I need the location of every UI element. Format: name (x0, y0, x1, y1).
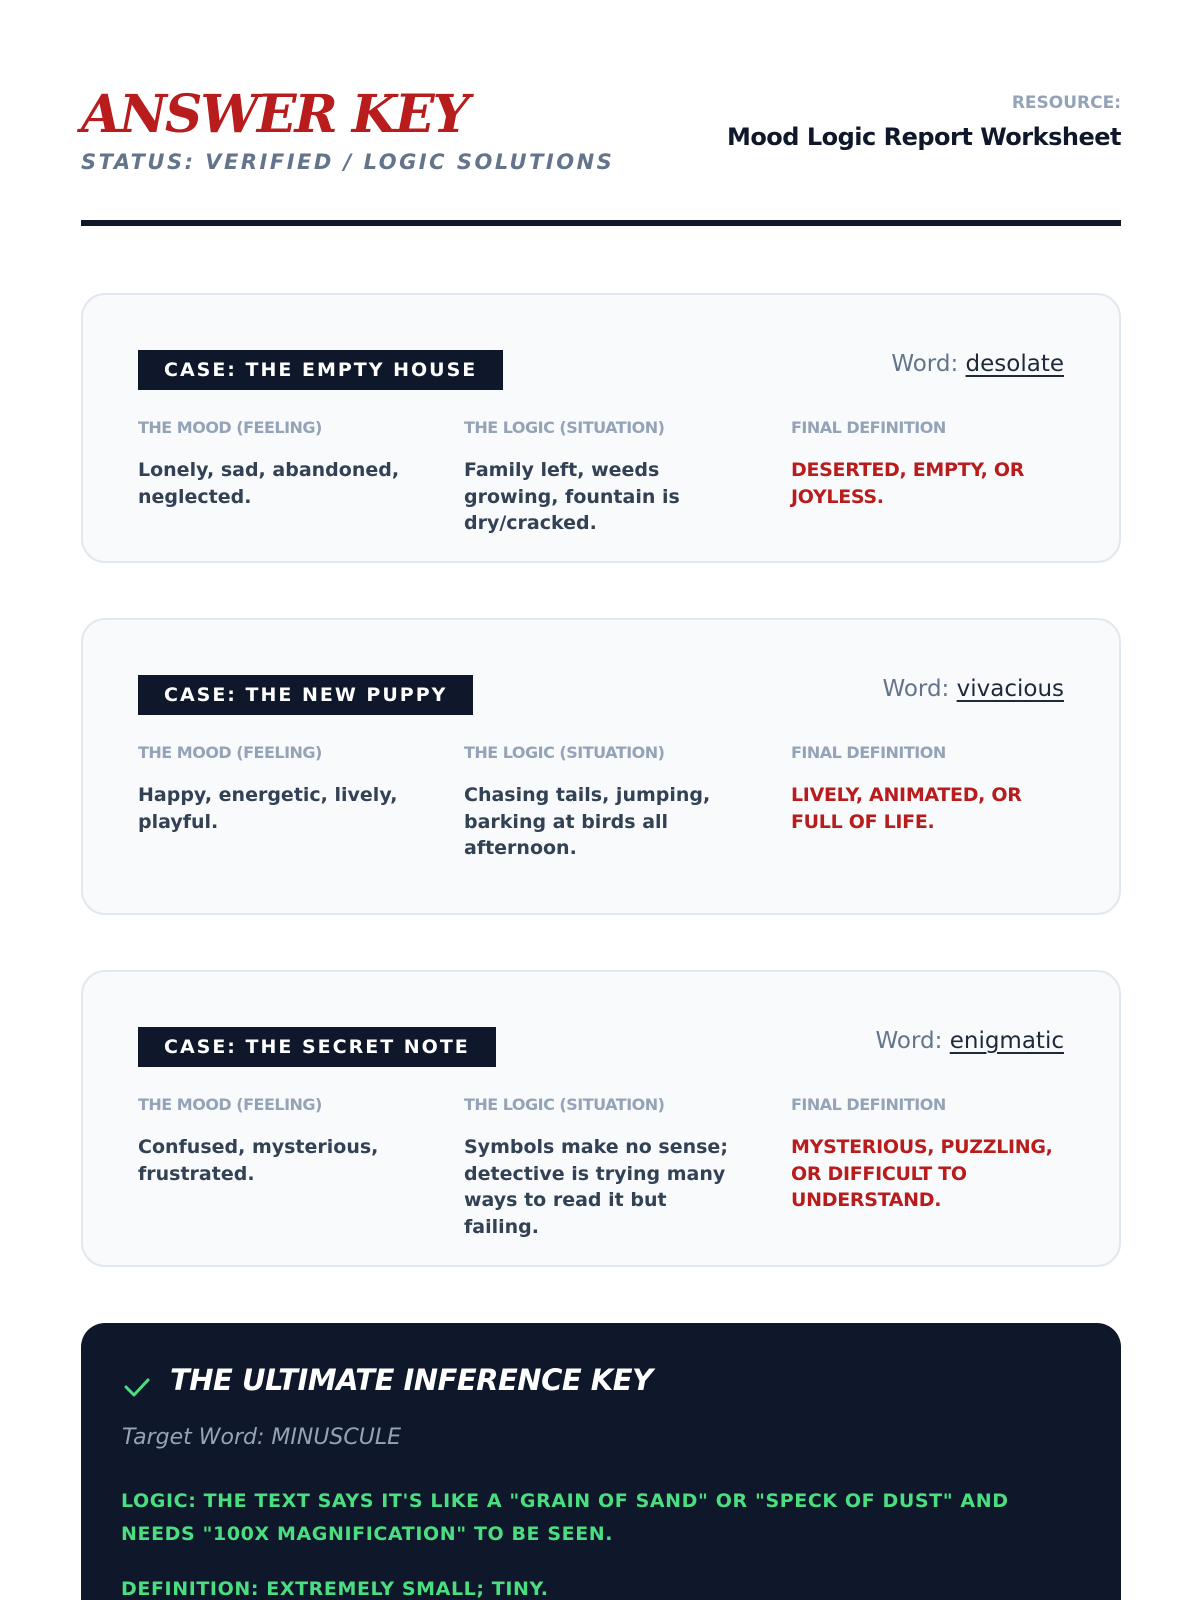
resource-name: Mood Logic Report Worksheet (726, 123, 1121, 151)
mood-text: Happy, energetic, lively, playful. (138, 784, 398, 833)
definition-text: LIVELY, ANIMATED, OR FULL OF LIFE. (791, 784, 1022, 833)
case-title: CASE: THE EMPTY HOUSE (138, 350, 503, 390)
case-word (891, 351, 1064, 377)
mood-column (138, 1095, 408, 1187)
word-value: vivacious (956, 676, 1064, 702)
ultimate-inference-panel (81, 1323, 1121, 1600)
definition-label: FINAL DEFINITION (791, 1095, 946, 1114)
case-word (876, 1028, 1064, 1054)
case-card-new-puppy (81, 618, 1121, 915)
logic-column (464, 1095, 734, 1240)
target-word: Target Word: MINUSCULE (122, 1425, 402, 1450)
case-card-secret-note (81, 970, 1121, 1267)
case-title: CASE: THE SECRET NOTE (138, 1027, 496, 1067)
logic-column (464, 418, 734, 537)
definition-column (791, 743, 1061, 835)
status-line: STATUS: VERIFIED / LOGIC SOLUTIONS (81, 150, 615, 174)
mood-column (138, 743, 408, 835)
ultimate-title: THE ULTIMATE INFERENCE KEY (170, 1363, 653, 1397)
case-word (882, 676, 1064, 702)
word-prefix: Word: (875, 1028, 943, 1054)
case-card-empty-house (81, 293, 1121, 563)
definition-column (791, 418, 1061, 510)
word-value: desolate (965, 351, 1064, 377)
word-value: enigmatic (949, 1028, 1064, 1054)
logic-label: THE LOGIC (SITUATION) (464, 1095, 665, 1114)
logic-text: Chasing tails, jumping, barking at birds all afternoon. (464, 784, 711, 859)
mood-text: Lonely, sad, abandoned, neglected. (138, 459, 400, 508)
definition-column (791, 1095, 1061, 1214)
logic-text: Family left, weeds growing, fountain is dry/cracked. (464, 459, 680, 534)
page-title: ANSWER KEY (81, 84, 468, 145)
header (81, 85, 1121, 185)
word-prefix: Word: (882, 676, 950, 702)
mood-text: Confused, mysterious, frustrated. (138, 1136, 379, 1185)
logic-text: Symbols make no sense; detective is trying many ways to read it but failing. (464, 1136, 728, 1238)
definition-text: DESERTED, EMPTY, OR JOYLESS. (791, 459, 1025, 508)
definition-text: MYSTERIOUS, PUZZLING, OR DIFFICULT TO UNDERSTAND. (791, 1136, 1053, 1211)
case-title: CASE: THE NEW PUPPY (138, 675, 473, 715)
ultimate-logic: LOGIC: THE TEXT SAYS IT'S LIKE A "GRAIN OF SAND" OR "SPECK OF DUST" AND NEEDS "100X MAGNIFICATION" TO BE SEEN. (121, 1490, 1009, 1545)
check-icon (123, 1375, 151, 1399)
resource-label: RESOURCE: (1011, 93, 1121, 113)
mood-label: THE MOOD (FEELING) (138, 418, 322, 437)
mood-column (138, 418, 408, 510)
mood-label: THE MOOD (FEELING) (138, 743, 322, 762)
word-prefix: Word: (891, 351, 959, 377)
mood-label: THE MOOD (FEELING) (138, 1095, 322, 1114)
logic-label: THE LOGIC (SITUATION) (464, 743, 665, 762)
definition-label: FINAL DEFINITION (791, 743, 946, 762)
logic-label: THE LOGIC (SITUATION) (464, 418, 665, 437)
ultimate-definition: DEFINITION: EXTREMELY SMALL; TINY. (121, 1578, 549, 1600)
header-divider (81, 220, 1121, 226)
logic-column (464, 743, 734, 862)
definition-label: FINAL DEFINITION (791, 418, 946, 437)
